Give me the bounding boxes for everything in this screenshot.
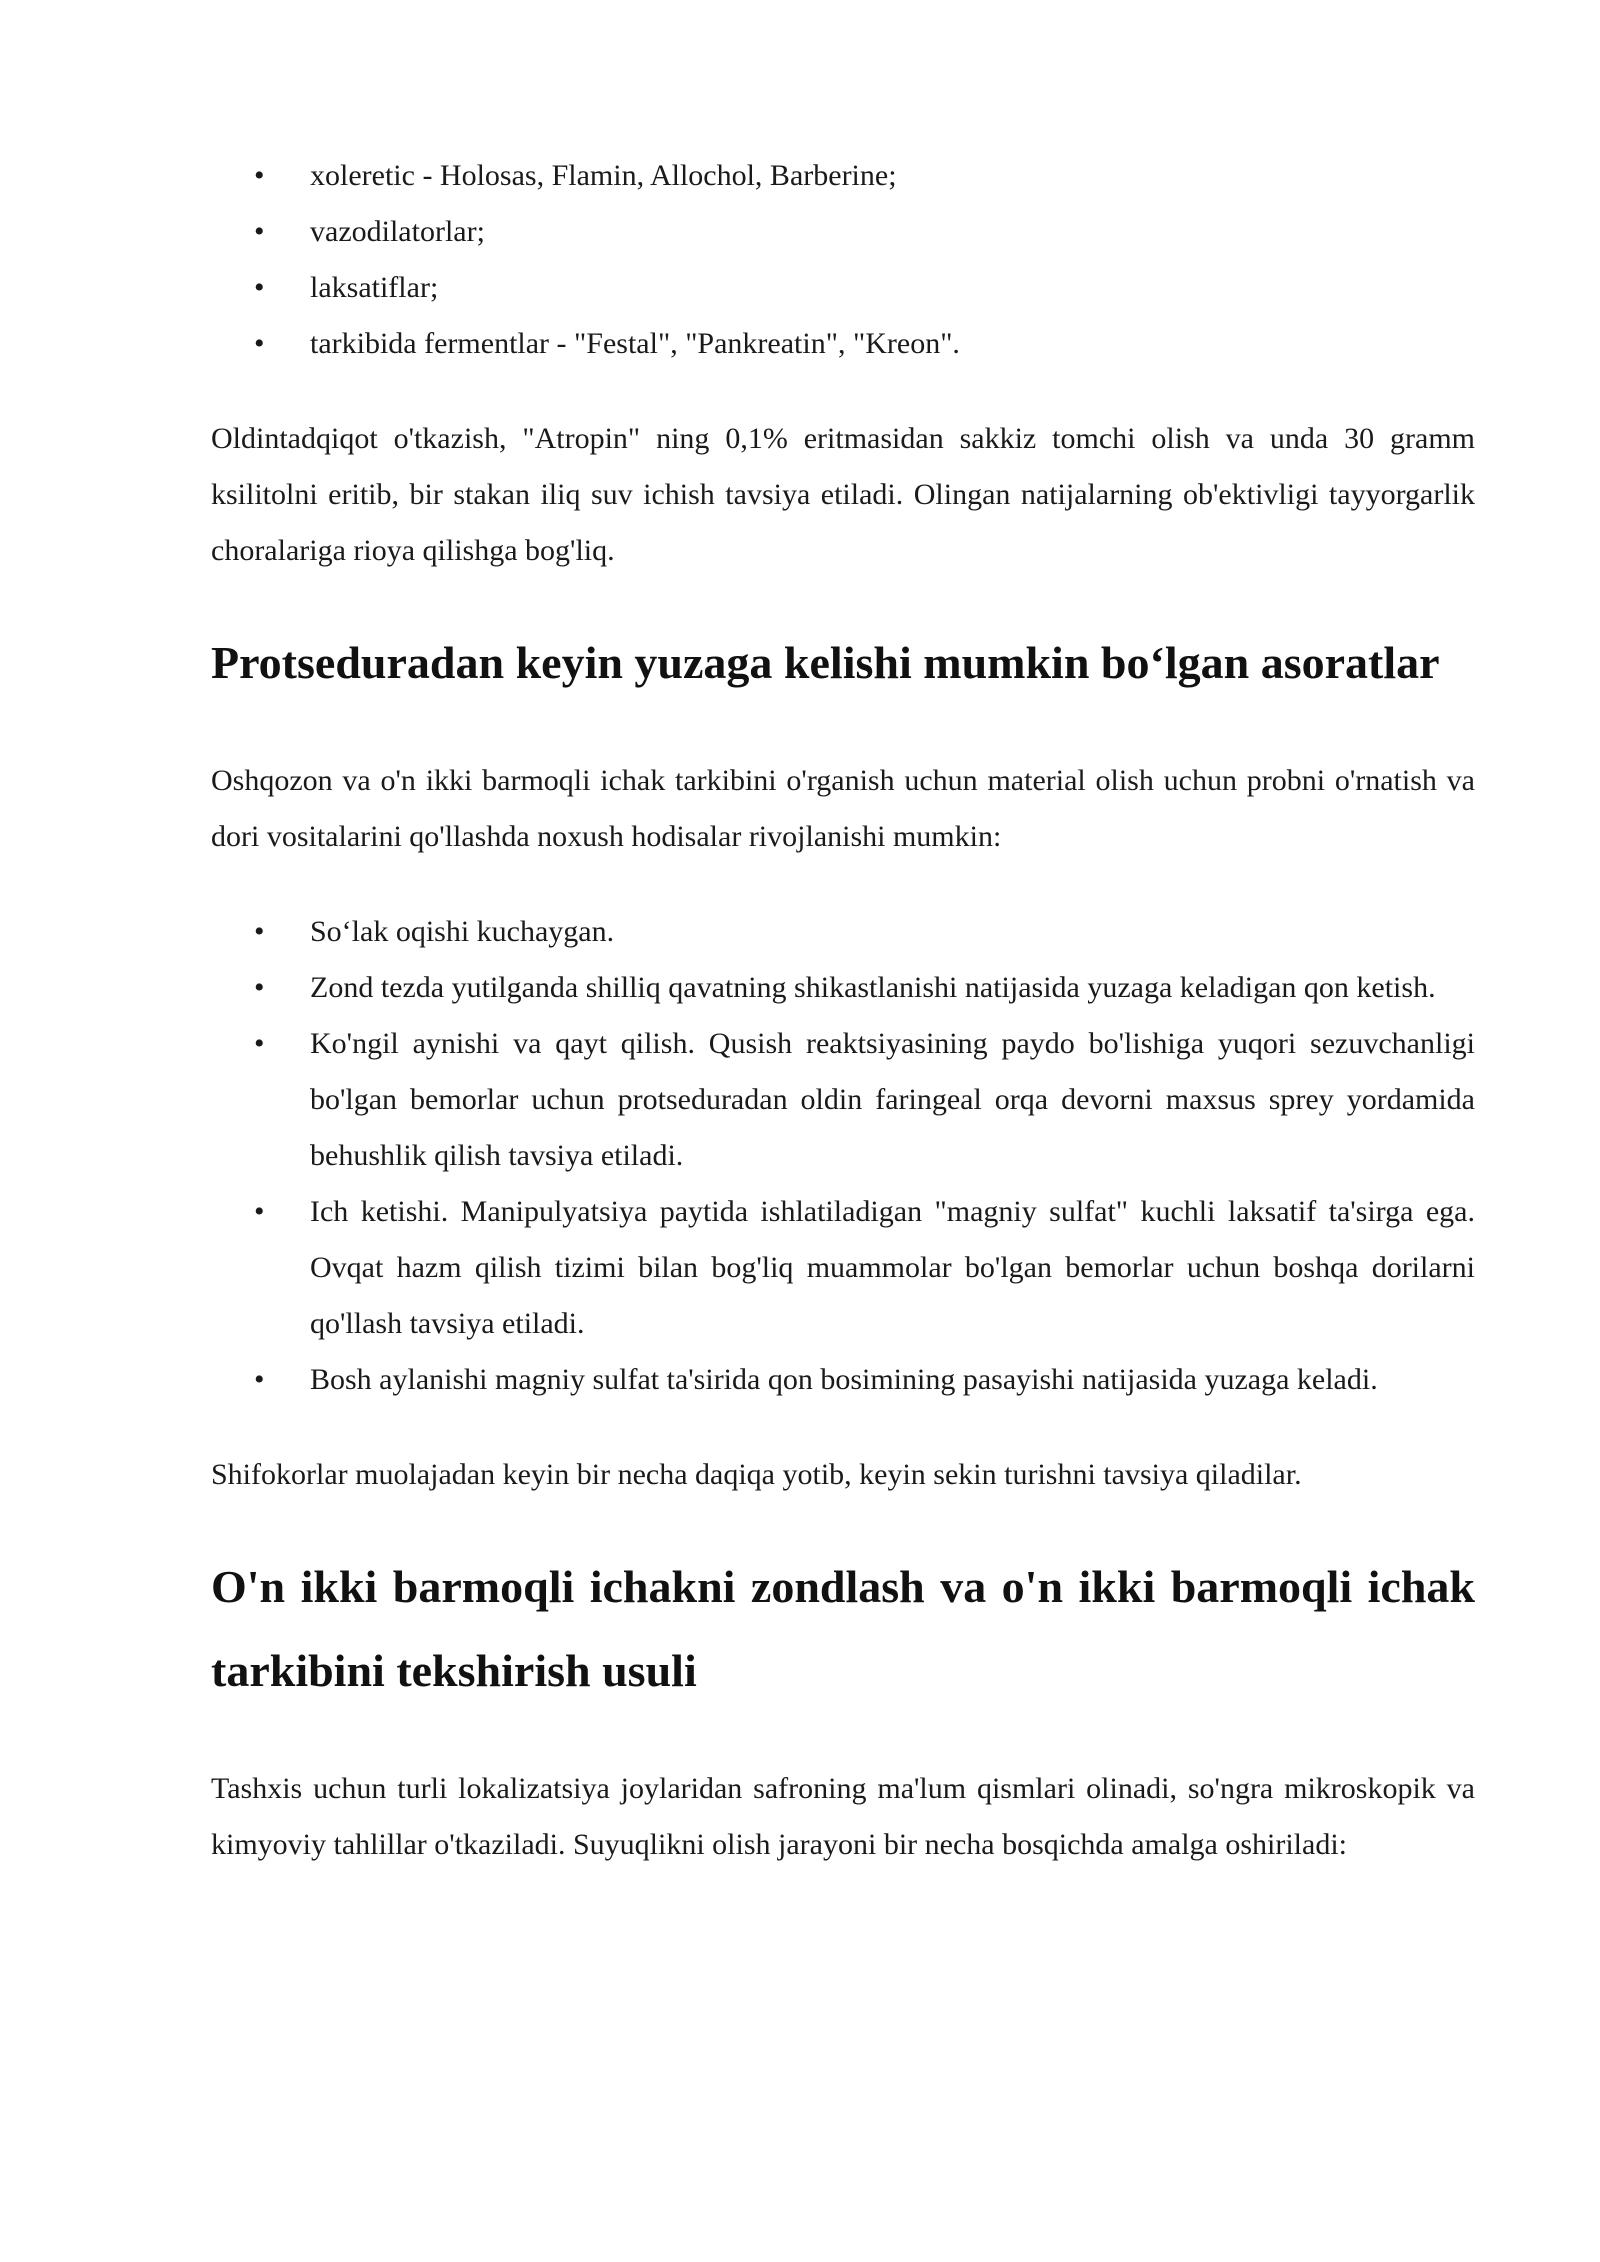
complications-intro-paragraph: Oshqozon va o'n ikki barmoqli ichak tarkibini o'rganish uchun material olish uchun probni o'rnatish va dori vositalarini qo'llashda noxush hodisalar rivojlanishi mumkin: [211, 764, 1475, 853]
list-item-text: So‘lak oqishi kuchaygan. [310, 915, 615, 948]
list-item [211, 260, 1475, 316]
complications-heading: Protseduradan keyin yuzaga kelishi mumkin bo‘lgan asoratlar [211, 637, 1440, 688]
list-item-text: xoleretic - Holosas, Flamin, Allochol, Barberine; [310, 159, 897, 192]
bullet-icon: • [254, 1363, 265, 1396]
document-page [211, 148, 1475, 1873]
preparation-drug-list [211, 148, 1475, 372]
bullet-icon: • [254, 159, 265, 192]
list-item [211, 1352, 1475, 1408]
complications-list [211, 904, 1475, 1408]
list-item-text: vazodilatorlar; [310, 215, 485, 248]
list-item-text: Zond tezda yutilganda shilliq qavatning shikastlanishi natijasida yuzaga keladigan qon ketish. [310, 971, 1436, 1004]
list-item [211, 960, 1475, 1016]
list-item [211, 204, 1475, 260]
list-item [211, 148, 1475, 204]
bullet-icon: • [254, 271, 265, 304]
list-item-text: Ich ketishi. Manipulyatsiya paytida ishlatiladigan "magniy sulfat" kuchli laksatif ta'sirga ega. Ovqat hazm qilish tizimi bilan bog'liq muammolar bo'lgan bemorlar uchun boshqa dorilarni qo'llash tavsiya etiladi. [310, 1195, 1475, 1340]
bullet-icon: • [254, 1195, 265, 1228]
list-item [211, 316, 1475, 372]
doctor-advice-paragraph: Shifokorlar muolajadan keyin bir necha daqiqa yotib, keyin sekin turishni tavsiya qiladilar. [211, 1458, 1302, 1491]
method-paragraph: Tashxis uchun turli lokalizatsiya joylaridan safroning ma'lum qismlari olinadi, so'ngra mikroskopik va kimyoviy tahlillar o'tkaziladi. Suyuqlikni olish jarayoni bir necha bosqichda amalga oshiriladi: [211, 1772, 1475, 1861]
list-item [211, 904, 1475, 960]
method-heading: O'n ikki barmoqli ichakni zondlash va o'n ikki barmoqli ichak tarkibini tekshirish usuli [211, 1561, 1475, 1696]
bullet-icon: • [254, 215, 265, 248]
list-item-text: tarkibida fermentlar - "Festal", "Pankreatin", "Kreon". [310, 327, 960, 360]
bullet-icon: • [254, 1027, 265, 1060]
list-item-text: Bosh aylanishi magniy sulfat ta'sirida qon bosimining pasayishi natijasida yuzaga keladi. [310, 1363, 1378, 1396]
list-item-text: laksatiflar; [310, 271, 439, 304]
list-item [211, 1184, 1475, 1352]
bullet-icon: • [254, 915, 265, 948]
bullet-icon: • [254, 971, 265, 1004]
list-item-text: Ko'ngil aynishi va qayt qilish. Qusish reaktsiyasining paydo bo'lishiga yuqori sezuvchanligi bo'lgan bemorlar uchun protseduradan oldin faringeal orqa devorni maxsus sprey yordamida behushlik qilish tavsiya etiladi. [310, 1027, 1475, 1172]
preparation-paragraph: Oldintadqiqot o'tkazish, "Atropin" ning 0,1% eritmasidan sakkiz tomchi olish va unda 30 gramm ksilitolni eritib, bir stakan iliq suv ichish tavsiya etiladi. Olingan natijalarning ob'ektivligi tayyorgarlik choralariga rioya qilishga bog'liq. [211, 422, 1475, 567]
bullet-icon: • [254, 327, 265, 360]
list-item [211, 1016, 1475, 1184]
